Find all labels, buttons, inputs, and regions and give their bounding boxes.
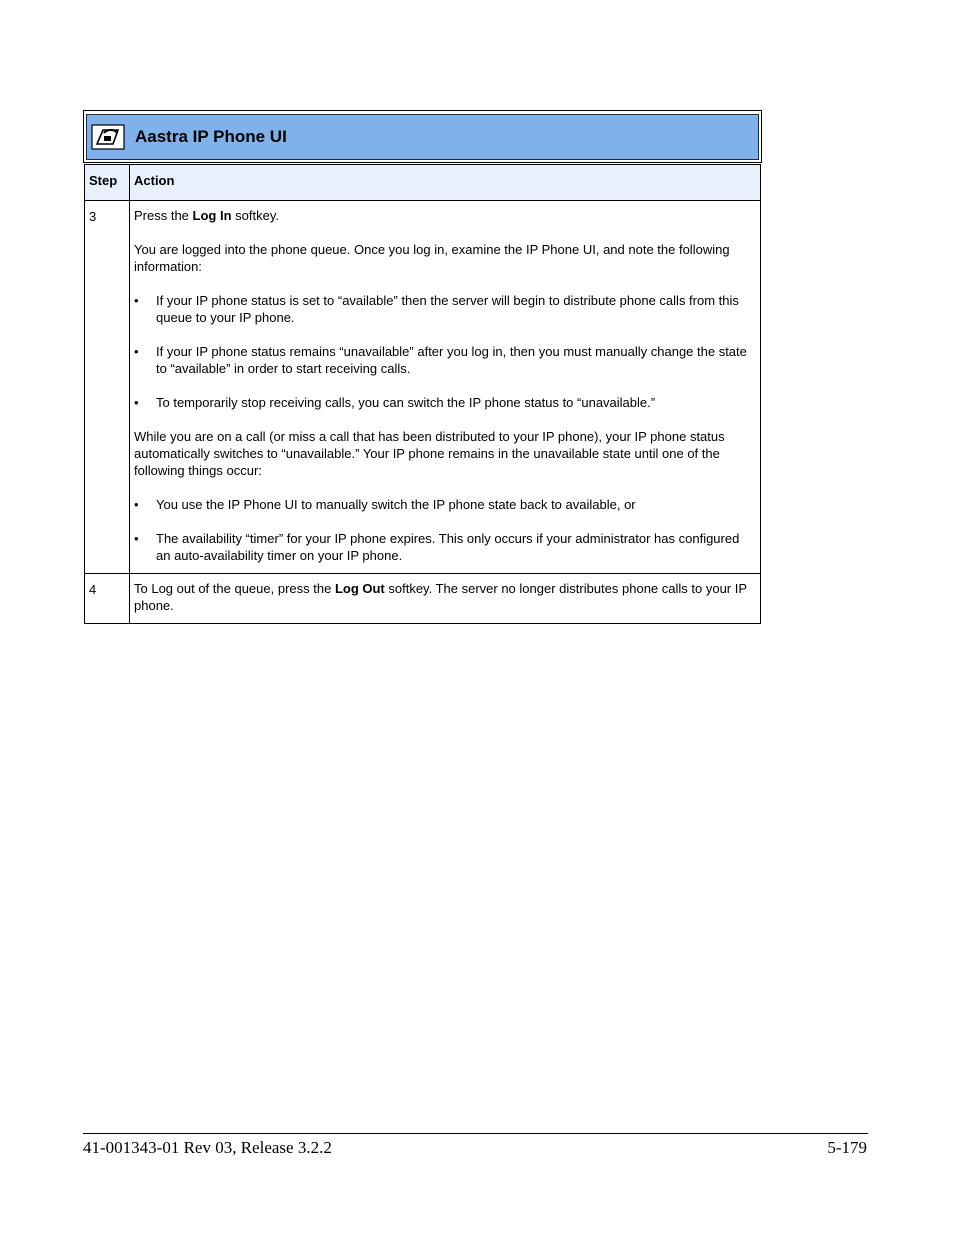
bullet-item: • If your IP phone status is set to “available” then the server will begin to distribute phone calls from this queue to your IP phone. <box>134 292 752 326</box>
table-row <box>85 201 761 574</box>
footer-divider <box>83 1133 868 1134</box>
banner-title: Aastra IP Phone UI <box>135 127 287 146</box>
step-action <box>130 201 761 574</box>
steps-table <box>84 164 761 624</box>
phone-icon <box>91 124 125 150</box>
bullet-item: • The availability “timer” for your IP phone expires. This only occurs if your administrator has configured an auto-availability timer on your IP phone. <box>134 530 752 564</box>
softkey-name: Log Out <box>334 581 385 596</box>
text-run: To Log out of the queue, press the <box>134 581 335 596</box>
bullet-item: • If your IP phone status remains “unavailable” after you log in, then you must manually change the state to “available” in order to start receiving calls. <box>134 343 752 377</box>
action-paragraph: While you are on a call (or miss a call that has been distributed to your IP phone), your IP phone status automatically switches to “unavailable.” Your IP phone remains in the unavailable state until one of the following things occur: <box>134 429 725 478</box>
bullet-item: • You use the IP Phone UI to manually switch the IP phone state back to available, or <box>134 496 752 513</box>
table-row <box>85 574 761 624</box>
text-run: softkey. <box>231 208 279 223</box>
document-id: 41-001343-01 Rev 03, Release 3.2.2 <box>83 1138 332 1157</box>
bullet-item: • To temporarily stop receiving calls, you can switch the IP phone status to “unavailable.” <box>134 394 752 411</box>
table-header-row <box>85 165 761 201</box>
page-number: 5-179 <box>827 1138 867 1157</box>
banner-bar <box>86 114 759 160</box>
step-number: 4 <box>85 574 130 624</box>
step-action <box>130 574 761 624</box>
softkey-name: Log In <box>192 208 232 223</box>
step-number: 3 <box>85 201 130 574</box>
action-paragraph <box>134 580 752 614</box>
action-paragraph <box>134 207 752 224</box>
text-run: softkey. The server no longer distributes phone calls to your IP phone. <box>134 581 747 613</box>
header-step: Step <box>85 165 130 201</box>
text-run: Press the <box>134 208 193 223</box>
header-action: Action <box>130 165 761 201</box>
section-banner <box>83 110 762 163</box>
action-paragraph: You are logged into the phone queue. Once you log in, examine the IP Phone UI, and note the following information: <box>134 242 730 274</box>
